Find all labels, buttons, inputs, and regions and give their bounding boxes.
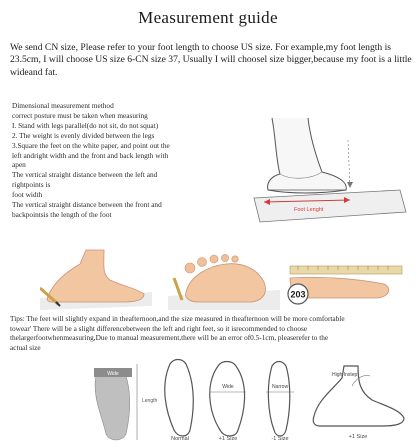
toe-icon <box>185 263 195 273</box>
tips-line: towear' There will be a slight differencebetween the left and right feet, so it isrecommended to choose <box>10 323 308 333</box>
paper-sheet <box>254 190 406 222</box>
high-instep-label: High Instep <box>332 372 358 378</box>
normal-foot-icon <box>165 360 194 437</box>
tips-paragraph <box>10 314 414 352</box>
toe-icon <box>198 258 207 267</box>
ruler-icon <box>290 266 402 274</box>
intro-paragraph: We send CN size, Please refer to your foot length to choose US size. For example,my foot length is 23.5cm, I will choose US size 6-CN size 37, Usually I will choosel size bigger,because my foot is a little wideand fat. <box>10 42 412 78</box>
narrow-foot-icon <box>268 362 289 437</box>
method-line: Dimensional measurement method <box>12 101 114 110</box>
footprint-icon <box>95 369 130 441</box>
wide-foot-label: Wide <box>222 384 234 390</box>
high-instep-foot-icon <box>313 366 404 426</box>
toe-icon <box>221 254 228 261</box>
wide-label: Wide <box>107 371 119 377</box>
foot-on-paper-illustration <box>250 110 410 230</box>
method-line: rightpoints is <box>12 180 51 190</box>
ruler-value: 203 <box>290 289 306 300</box>
caption-wide: +1 Size <box>218 436 238 442</box>
method-line: 2. The weight is evenly divided between the legs <box>12 130 155 140</box>
method-line: backpointsis the length of the foot <box>12 209 112 219</box>
method-line: left andright width and the front and back length with <box>12 150 169 160</box>
top-foot-photo <box>168 248 280 310</box>
wide-foot-icon <box>210 362 245 437</box>
caption-normal: Normal <box>171 436 189 442</box>
measurement-method <box>12 101 248 220</box>
foot-type-chart <box>82 356 416 444</box>
tips-line: thelargerfootwhenmeasuring,Due to manual measurement,there will be an error of0.5-1cm, pleaserefer to the <box>10 333 329 343</box>
tips-line: actual size <box>10 342 41 352</box>
method-line: apen <box>12 160 26 170</box>
foot-length-label: Foot Lenght <box>294 207 324 213</box>
page-title: Measurement guide <box>138 8 278 27</box>
method-line: foot width <box>12 190 43 200</box>
caption-narrow: -1 Size <box>271 436 289 442</box>
tips-line: Tips: The feet will slightly expand in theafternoon,and the size measured in theafternoon will be more comfortable <box>10 314 345 323</box>
method-line: The vertical straight distance between the left and <box>12 170 158 180</box>
method-line: 3.Square the feet on the white paper, and point out the <box>12 140 170 150</box>
toe-icon <box>210 255 218 263</box>
method-line: I. Stand with legs parallel(do not sit, do not squat) <box>12 120 159 130</box>
foot-ruler-photo <box>284 248 408 310</box>
caption-high-instep: +1 Size <box>348 434 368 440</box>
toe-icon <box>232 256 238 262</box>
method-line: correct posture must be taken when measuring <box>12 110 148 120</box>
narrow-foot-label: Narrow <box>271 384 289 390</box>
leg-outline-icon <box>268 118 347 193</box>
side-foot-photo <box>40 248 152 310</box>
method-line: The vertical straight distance between the front and <box>12 200 162 210</box>
length-label: Length <box>142 398 158 404</box>
